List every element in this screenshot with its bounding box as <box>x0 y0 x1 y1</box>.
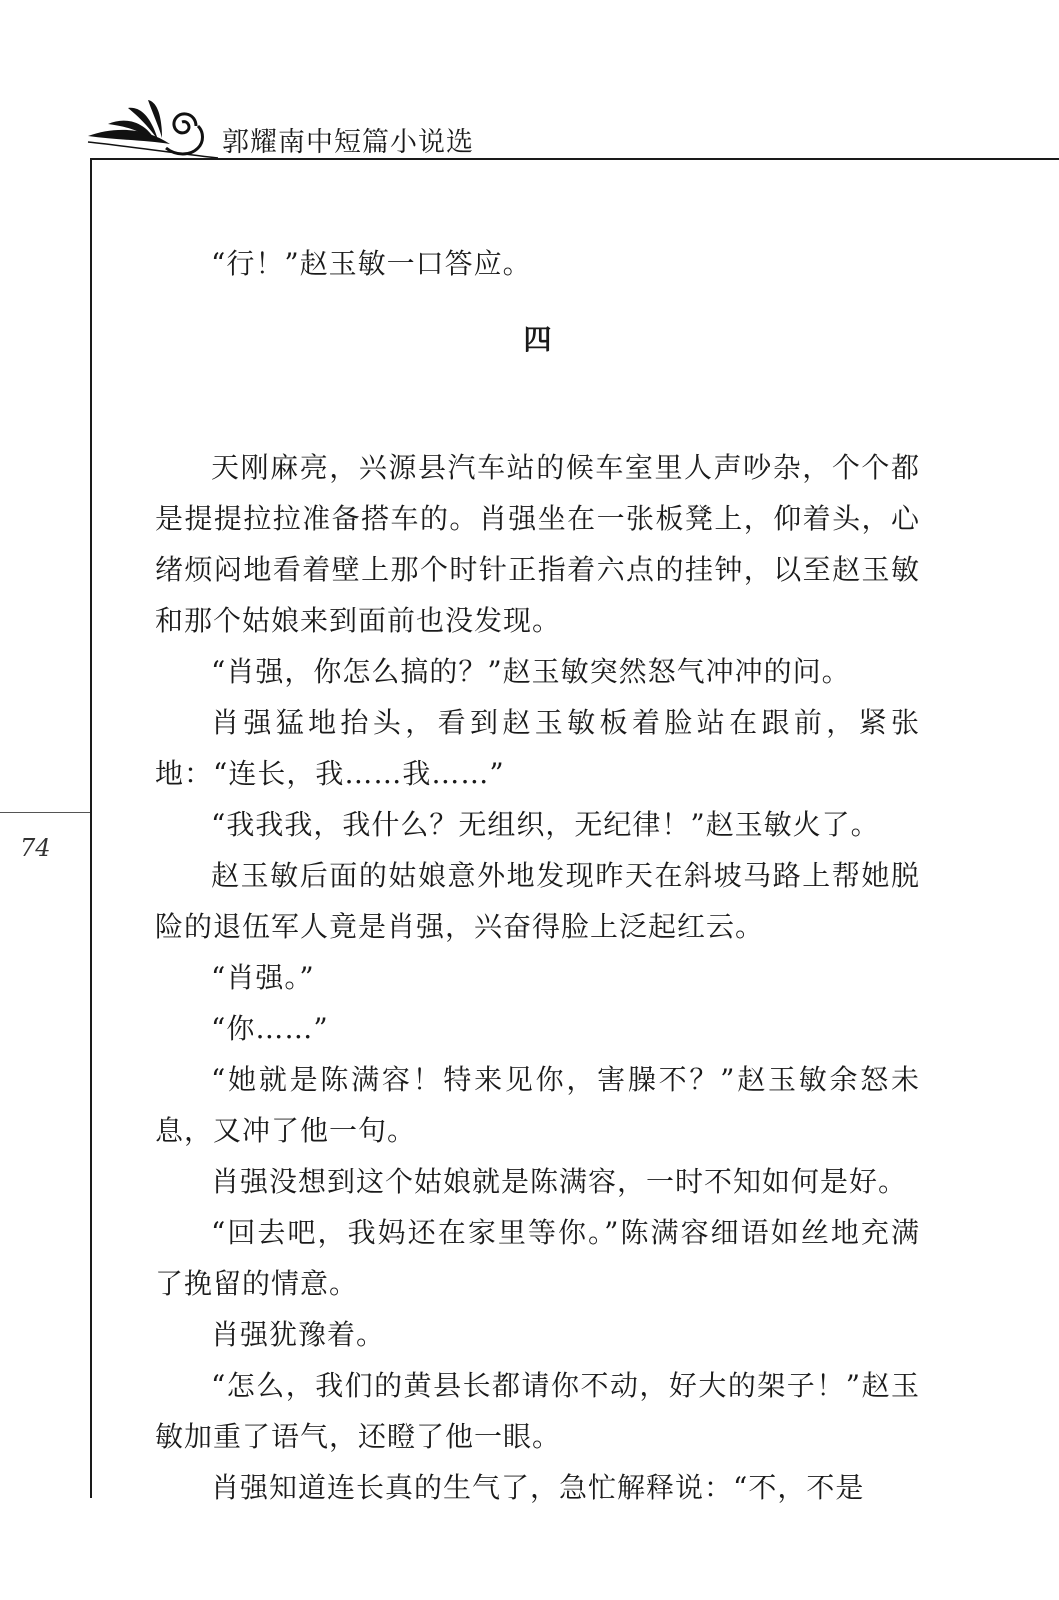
paragraph: 天刚麻亮，兴源县汽车站的候车室里人声吵杂，个个都是提提拉拉准备搭车的。肖强坐在一张板凳上，仰着头，心绪烦闷地看着壁上那个时针正指着六点的挂钟，以至赵玉敏和那个姑娘来到面前也没发现。 <box>155 451 920 637</box>
paragraph: “回去吧，我妈还在家里等你。”陈满容细语如丝地充满了挽留的情意。 <box>155 1216 920 1300</box>
paragraph: “你……” <box>211 1012 329 1045</box>
page-number: 74 <box>20 834 51 862</box>
paragraph: “她就是陈满容！特来见你，害臊不？”赵玉敏余怒未息，又冲了他一句。 <box>155 1063 920 1147</box>
paragraph: “肖强，你怎么搞的？”赵玉敏突然怒气冲冲的问。 <box>211 655 851 688</box>
paragraph: “怎么，我们的黄县长都请你不动，好大的架子！”赵玉敏加重了语气，还瞪了他一眼。 <box>155 1369 920 1453</box>
paragraph: 赵玉敏后面的姑娘意外地发现昨天在斜坡马路上帮她脱险的退伍军人竟是肖强，兴奋得脸上泛起红云。 <box>155 859 920 943</box>
body-text <box>155 238 920 1513</box>
paragraph: 肖强猛地抬头，看到赵玉敏板着脸站在跟前，紧张地：“连长，我……我……” <box>155 706 920 790</box>
book-title: 郭耀南中短篇小说选 <box>222 127 474 158</box>
paragraph: 肖强犹豫着。 <box>211 1318 386 1351</box>
section-heading: 四 <box>523 323 552 356</box>
paragraph: 肖强知道连长真的生气了，急忙解释说：“不，不是 <box>211 1471 865 1504</box>
paragraph: 肖强没想到这个姑娘就是陈满容，一时不知如何是好。 <box>211 1165 908 1198</box>
left-border-rule <box>90 158 92 1498</box>
page-number-rule <box>0 812 90 813</box>
paragraph: “我我我，我什么？无组织，无纪律！”赵玉敏火了。 <box>211 808 880 841</box>
paragraph: “行！”赵玉敏一口答应。 <box>211 247 532 280</box>
paragraph: “肖强。” <box>211 961 315 994</box>
header-rule <box>92 158 1059 160</box>
header-ornament-icon <box>86 96 226 162</box>
